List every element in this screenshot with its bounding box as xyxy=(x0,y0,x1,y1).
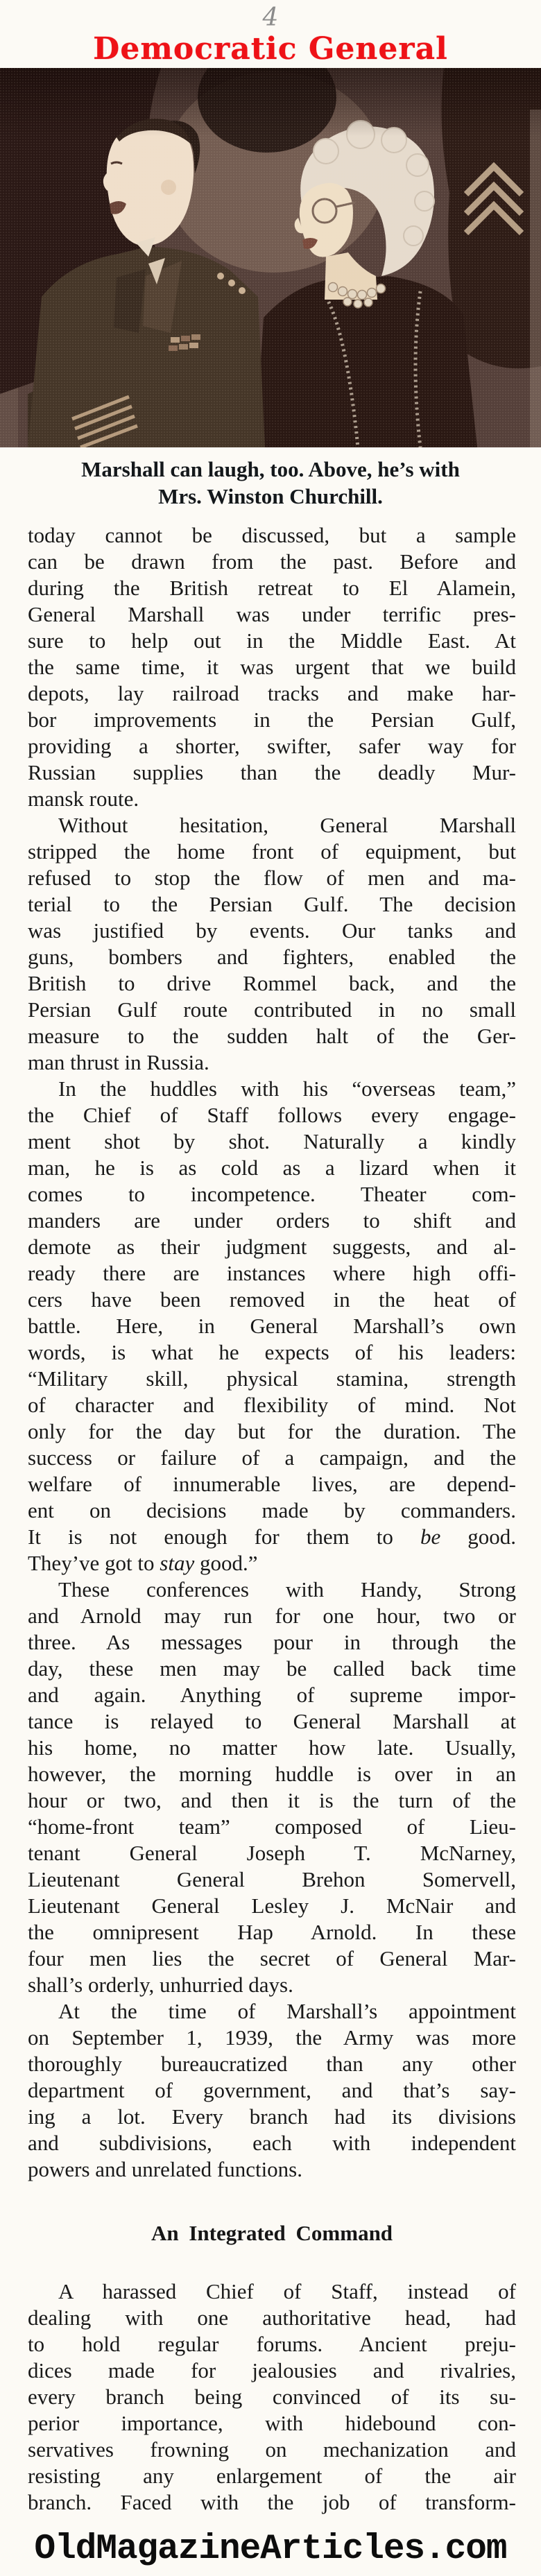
article-line: his home, no matter how late. Usually, xyxy=(28,1735,516,1760)
article-line: resisting any enlargement of the air xyxy=(28,2464,516,2488)
article-line: to hold regular forums. Ancient preju- xyxy=(28,2332,516,2356)
article-line: the same time, it was urgent that we build xyxy=(28,655,516,679)
article-line: of character and flexibility of mind. Not xyxy=(28,1393,516,1417)
caption-line: Marshall can laugh, too. Above, he’s with xyxy=(81,457,460,481)
article-line: measure to the sudden halt of the Ger- xyxy=(28,1024,516,1048)
article-line: ready there are instances where high offi- xyxy=(28,1261,516,1285)
article-body xyxy=(0,517,541,2516)
article-line: A harassed Chief of Staff, instead of xyxy=(58,2279,516,2303)
article-line: words, is what he expects of his leaders: xyxy=(28,1340,516,1364)
article-line: success or failure of a campaign, and the xyxy=(28,1445,516,1470)
article-line: mansk route. xyxy=(28,787,139,811)
article-line: can be drawn from the past. Before and xyxy=(28,549,516,574)
article-line: dealing with one authoritative head, had xyxy=(28,2305,516,2330)
article-line: was justified by events. Our tanks and xyxy=(28,918,516,943)
article-line: the omnipresent Hap Arnold. In these xyxy=(28,1920,516,1944)
article-line: British to drive Rommel back, and the xyxy=(28,971,516,995)
article-line: and again. Anything of supreme impor- xyxy=(28,1683,516,1707)
paragraph xyxy=(28,1577,516,1998)
paragraph xyxy=(28,2278,516,2516)
article-line: “home-front team” composed of Lieu- xyxy=(28,1814,516,1839)
paragraph xyxy=(28,522,516,812)
article-line: Persian Gulf route contributed in no small xyxy=(28,997,516,1022)
article-line: the Chief of Staff follows every engage- xyxy=(28,1103,516,1127)
article-line: servatives frowning on mechanization and xyxy=(28,2437,516,2462)
article-line: thoroughly bureaucratized than any other xyxy=(28,2052,516,2076)
article-line: and Arnold may run for one hour, two or xyxy=(28,1604,516,1628)
article-line: battle. Here, in General Marshall’s own xyxy=(28,1314,516,1338)
article-line: comes to incompetence. Theater com- xyxy=(28,1182,516,1206)
article-line: bor improvements in the Persian Gulf, xyxy=(28,707,516,732)
article-line: depots, lay railroad tracks and make har- xyxy=(28,681,516,705)
paragraph xyxy=(28,1076,516,1577)
article-line: ing a lot. Every branch had its divisions xyxy=(28,2104,516,2129)
article-line: sure to help out in the Middle East. At xyxy=(28,628,516,653)
article-line: ment shot by shot. Naturally a kindly xyxy=(28,1129,516,1153)
page-number: 4 xyxy=(262,3,279,32)
article-line: terial to the Persian Gulf. The decision xyxy=(28,892,516,916)
article-line: demote as their judgment suggests, and al- xyxy=(28,1235,516,1259)
article-line: It is not enough for them to be good. xyxy=(28,1525,516,1549)
article-line: cers have been removed in the heat of xyxy=(28,1287,516,1312)
article-line: Lieutenant General Brehon Somervell, xyxy=(28,1867,516,1891)
article-line: dices made for jealousies and rivalries, xyxy=(28,2358,516,2382)
article-line: welfare of innumerable lives, are depend- xyxy=(28,1472,516,1496)
article-line: ent on decisions made by commanders. xyxy=(28,1498,516,1522)
article-line: every branch being convinced of its su- xyxy=(28,2385,516,2409)
article-line: hour or two, and then it is the turn of the xyxy=(28,1788,516,1812)
article-line: tenant General Joseph T. McNarney, xyxy=(28,1841,516,1865)
article-line: They’ve got to stay good.” xyxy=(28,1551,258,1575)
article-line: refused to stop the flow of men and ma- xyxy=(28,866,516,890)
article-line: day, these men may be called back time xyxy=(28,1656,516,1681)
article-line: shall’s orderly, unhurried days. xyxy=(28,1973,293,1997)
article-line: however, the morning huddle is over in an xyxy=(28,1762,516,1786)
article-line: Lieutenant General Lesley J. McNair and xyxy=(28,1894,516,1918)
article-line: providing a shorter, swifter, safer way for xyxy=(28,734,516,758)
article-line: man thrust in Russia. xyxy=(28,1050,209,1074)
photo-frame xyxy=(0,68,541,447)
article-line: four men lies the secret of General Mar- xyxy=(28,1946,516,1970)
article-line: These conferences with Handy, Strong xyxy=(58,1577,516,1602)
article-line: In the huddles with his “overseas team,” xyxy=(58,1076,516,1101)
watermark: OldMagazineArticles.com xyxy=(34,2530,507,2569)
article-line: three. As messages pour in through the xyxy=(28,1630,516,1654)
article-line: on September 1, 1939, the Army was more xyxy=(28,2025,516,2050)
article-line: manders are under orders to shift and xyxy=(28,1208,516,1233)
page-title: Democratic General xyxy=(93,31,448,67)
photo-marshall-churchill xyxy=(0,68,541,447)
article-line: today cannot be discussed, but a sample xyxy=(28,523,516,547)
article-line: department of government, and that’s say- xyxy=(28,2078,516,2102)
article-line: Russian supplies than the deadly Mur- xyxy=(28,760,516,784)
article-line: General Marshall was under terrific pres- xyxy=(28,602,516,626)
article-line: during the British retreat to El Alamein, xyxy=(28,576,516,600)
article-line: “Military skill, physical stamina, strength xyxy=(28,1366,516,1391)
caption-line: Mrs. Winston Churchill. xyxy=(158,484,383,508)
photo-caption xyxy=(0,447,541,517)
article-line: perior importance, with hidebound con- xyxy=(28,2411,516,2435)
section-heading: An Integrated Command xyxy=(151,2221,393,2245)
paragraph xyxy=(28,812,516,1076)
article-line: Without hesitation, General Marshall xyxy=(58,813,516,837)
article-line: stripped the home front of equipment, but xyxy=(28,839,516,864)
article-line: and subdivisions, each with independent xyxy=(28,2131,516,2155)
article-line: powers and unrelated functions. xyxy=(28,2157,302,2181)
article-line: tance is relayed to General Marshall at xyxy=(28,1709,516,1733)
article-line: branch. Faced with the job of transform- xyxy=(28,2490,516,2514)
article-line: guns, bombers and fighters, enabled the xyxy=(28,945,516,969)
article-line: only for the day but for the duration. The xyxy=(28,1419,516,1443)
article-line: At the time of Marshall’s appointment xyxy=(58,1999,516,2023)
paragraph xyxy=(28,1998,516,2183)
article-line: man, he is as cold as a lizard when it xyxy=(28,1156,516,1180)
